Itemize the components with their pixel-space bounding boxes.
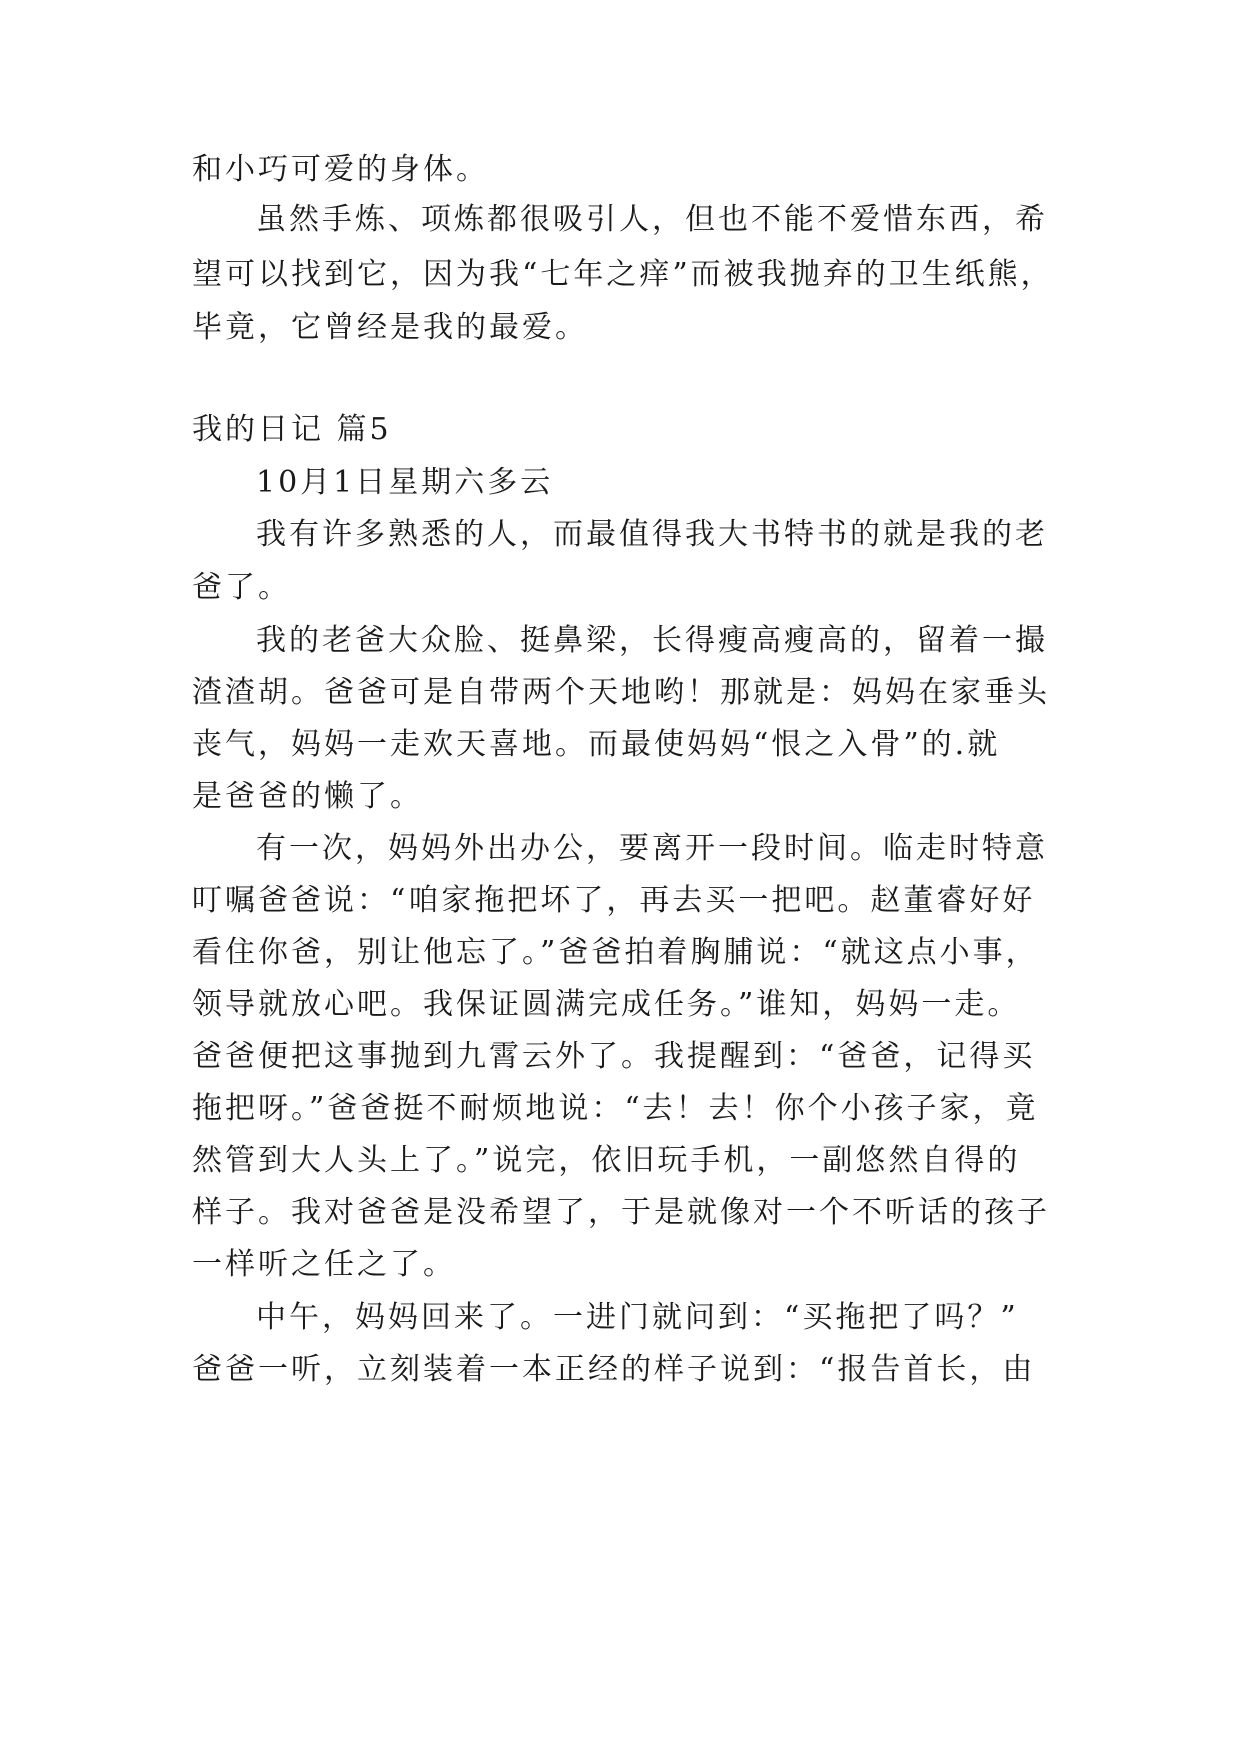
paragraph-line: 和小巧可爱的身体。 xyxy=(192,152,489,187)
paragraph-line: 是爸爸的懒了。 xyxy=(192,779,423,814)
paragraph-line: 爸了。 xyxy=(192,570,291,605)
section-heading: 我的日记 篇5 xyxy=(192,412,392,447)
paragraph-line: 拖把呀。”爸爸挺不耐烦地说：“去！去！你个小孩子家，竟 xyxy=(192,1091,1039,1126)
paragraph-line: 我有许多熟悉的人，而最值得我大书特书的就是我的老 xyxy=(256,517,1048,552)
paragraph-line: 一样听之任之了。 xyxy=(192,1247,456,1282)
paragraph-line: 望可以找到它，因为我“七年之痒”而被我抛弃的卫生纸熊， xyxy=(192,257,1054,292)
diary-date: 10月1日星期六多云 xyxy=(256,465,554,500)
paragraph-line: 毕竟，它曾经是我的最爱。 xyxy=(192,310,588,345)
paragraph-line: 样子。我对爸爸是没希望了，于是就像对一个不听话的孩子 xyxy=(192,1195,1050,1230)
paragraph-line: 然管到大人头上了。”说完，依旧玩手机，一副悠然自得的 xyxy=(192,1143,1021,1178)
paragraph-line: 我的老爸大众脸、挺鼻梁，长得瘦高瘦高的，留着一撮 xyxy=(256,623,1048,658)
paragraph-line: 爸爸一听，立刻装着一本正经的样子说到：“报告首长，由 xyxy=(192,1352,1036,1387)
paragraph-line: 中午，妈妈回来了。一进门就问到：“买拖把了吗？” xyxy=(256,1300,1019,1335)
paragraph-line: 看住你爸，别让他忘了。”爸爸拍着胸脯说：“就这点小事， xyxy=(192,935,1039,970)
paragraph-line: 有一次，妈妈外出办公，要离开一段时间。临走时特意 xyxy=(256,831,1048,866)
paragraph-line: 渣渣胡。爸爸可是自带两个天地哟！那就是：妈妈在家垂头 xyxy=(192,675,1050,710)
paragraph-line: 虽然手炼、项炼都很吸引人，但也不能不爱惜东西，希 xyxy=(256,202,1048,237)
paragraph-line: 丧气，妈妈一走欢天喜地。而最使妈妈“恨之入骨”的.就 xyxy=(192,727,1001,762)
paragraph-line: 叮嘱爸爸说：“咱家拖把坏了，再去买一把吧。赵董睿好好 xyxy=(192,883,1036,918)
paragraph-line: 爸爸便把这事抛到九霄云外了。我提醒到：“爸爸，记得买 xyxy=(192,1039,1036,1074)
paragraph-line: 领导就放心吧。我保证圆满完成任务。”谁知，妈妈一走。 xyxy=(192,987,1021,1022)
